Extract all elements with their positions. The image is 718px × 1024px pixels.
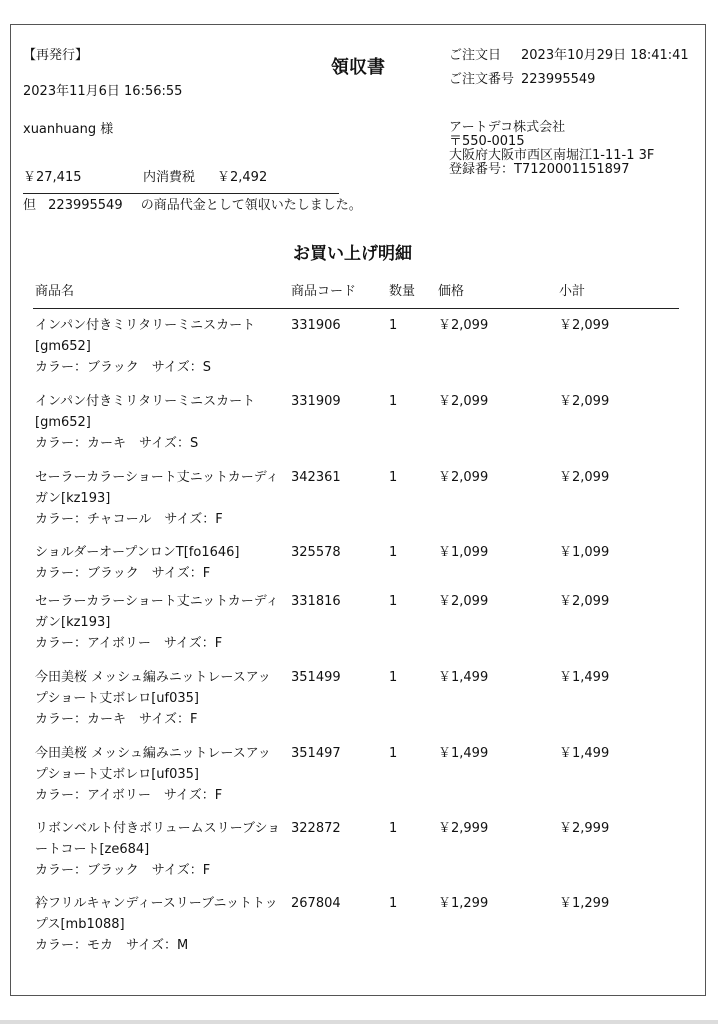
item-price: ￥1,499 <box>438 670 489 685</box>
item-name-line1: 今田美桜 メッシュ編みニットレースアッ <box>35 746 271 761</box>
item-qty: 1 <box>389 318 398 333</box>
item-name-line2: プス[mb1088] <box>35 917 125 932</box>
item-name <box>35 315 290 378</box>
total-underline <box>23 193 339 194</box>
item-variant: カラー：チャコール サイズ：F <box>35 512 223 527</box>
item-subtotal: ￥1,499 <box>559 746 610 761</box>
item-qty: 1 <box>389 394 398 409</box>
item-name-line1: 衿フリルキャンディースリーブニットトッ <box>35 896 278 911</box>
item-code: 322872 <box>291 821 341 836</box>
item-name-line1: セーラーカラーショート丈ニットカーディ <box>35 470 279 485</box>
memo-tadashi: 但 <box>23 198 37 213</box>
item-name <box>35 818 290 881</box>
item-name-line2: [gm652] <box>35 339 91 354</box>
item-price: ￥2,999 <box>438 821 489 836</box>
company-name: アートデコ株式会社 <box>449 120 566 135</box>
order-number-label: ご注文番号 <box>449 72 515 87</box>
item-price: ￥2,099 <box>438 594 489 609</box>
item-code: 325578 <box>291 545 341 560</box>
receipt-page <box>10 24 706 996</box>
item-code: 267804 <box>291 896 341 911</box>
customer-name: xuanhuang 様 <box>23 122 114 137</box>
item-qty: 1 <box>389 746 398 761</box>
memo-line <box>23 197 362 215</box>
item-qty: 1 <box>389 470 398 485</box>
item-qty: 1 <box>389 545 398 560</box>
item-variant: カラー：ブラック サイズ：S <box>35 360 211 375</box>
item-code: 331906 <box>291 318 341 333</box>
item-subtotal: ￥1,499 <box>559 670 610 685</box>
total-amount: ￥27,415 <box>23 170 82 185</box>
item-qty: 1 <box>389 594 398 609</box>
item-name-line2: ガン[kz193] <box>35 615 111 630</box>
item-name <box>35 467 290 530</box>
item-price: ￥2,099 <box>438 318 489 333</box>
item-variant: カラー：ブラック サイズ：F <box>35 863 211 878</box>
item-variant: カラー：アイボリー サイズ：F <box>35 636 223 651</box>
item-variant: カラー：ブラック サイズ：F <box>35 566 211 581</box>
item-subtotal: ￥2,999 <box>559 821 610 836</box>
item-qty: 1 <box>389 670 398 685</box>
item-subtotal: ￥2,099 <box>559 594 610 609</box>
item-name <box>35 391 290 454</box>
order-number: 223995549 <box>521 72 596 87</box>
item-price: ￥2,099 <box>438 470 489 485</box>
issued-datetime: 2023年11月6日 16:56:55 <box>23 84 183 99</box>
item-subtotal: ￥2,099 <box>559 394 610 409</box>
item-qty: 1 <box>389 821 398 836</box>
item-name <box>35 542 290 584</box>
item-qty: 1 <box>389 896 398 911</box>
column-header-qty: 数量 <box>389 284 416 299</box>
item-code: 331909 <box>291 394 341 409</box>
item-name <box>35 667 290 730</box>
item-name <box>35 591 290 654</box>
item-name-line1: 今田美桜 メッシュ編みニットレースアッ <box>35 670 271 685</box>
item-price: ￥1,499 <box>438 746 489 761</box>
viewer-bottom-strip <box>0 1020 718 1024</box>
item-variant: カラー：モカ サイズ：M <box>35 938 189 953</box>
item-name-line2: [gm652] <box>35 415 91 430</box>
item-subtotal: ￥1,099 <box>559 545 610 560</box>
item-variant: カラー：カーキ サイズ：S <box>35 436 199 451</box>
item-price: ￥1,099 <box>438 545 489 560</box>
company-registration: 登録番号：T7120001151897 <box>449 162 630 177</box>
item-name-line2: ガン[kz193] <box>35 491 111 506</box>
column-header-name: 商品名 <box>35 284 75 299</box>
column-header-code: 商品コード <box>291 284 357 299</box>
item-variant: カラー：カーキ サイズ：F <box>35 712 198 727</box>
item-name-line2: プショート丈ボレロ[uf035] <box>35 691 199 706</box>
item-price: ￥2,099 <box>438 394 489 409</box>
item-name <box>35 893 290 956</box>
item-name-line2: ートコート[ze684] <box>35 842 150 857</box>
item-name-line1: インパン付きミリタリーミニスカート <box>35 394 256 409</box>
item-name-line1: インパン付きミリタリーミニスカート <box>35 318 256 333</box>
item-price: ￥1,299 <box>438 896 489 911</box>
header-rule <box>33 308 679 309</box>
receipt-title: 領収書 <box>331 57 385 78</box>
item-name-line1: セーラーカラーショート丈ニットカーディ <box>35 594 279 609</box>
order-date-label: ご注文日 <box>449 48 502 63</box>
item-code: 351497 <box>291 746 341 761</box>
reissue-label: 【再発行】 <box>23 48 89 63</box>
item-name-line1: ショルダーオープンロンT[fo1646] <box>35 545 240 560</box>
memo-order-number: 223995549 <box>48 198 123 213</box>
order-date: 2023年10月29日 18:41:41 <box>521 48 689 63</box>
column-header-price: 価格 <box>438 284 465 299</box>
item-name-line1: リボンベルト付きボリュームスリーブショ <box>35 821 281 836</box>
company-zip: 〒550-0015 <box>449 134 525 149</box>
details-title: お買い上げ明細 <box>293 244 412 264</box>
tax-amount: ￥2,492 <box>217 170 268 185</box>
item-variant: カラー：アイボリー サイズ：F <box>35 788 223 803</box>
company-block <box>449 121 654 177</box>
item-subtotal: ￥2,099 <box>559 470 610 485</box>
item-subtotal: ￥1,299 <box>559 896 610 911</box>
item-code: 342361 <box>291 470 341 485</box>
company-address: 大阪府大阪市西区南堀江1-11-1 3F <box>449 148 655 163</box>
memo-text: の商品代金として領収いたしました。 <box>140 198 362 213</box>
item-code: 351499 <box>291 670 341 685</box>
item-name-line2: プショート丈ボレロ[uf035] <box>35 767 199 782</box>
item-subtotal: ￥2,099 <box>559 318 610 333</box>
tax-label: 内消費税 <box>143 170 196 185</box>
item-code: 331816 <box>291 594 341 609</box>
item-name <box>35 743 290 806</box>
column-header-subtotal: 小計 <box>559 284 586 299</box>
